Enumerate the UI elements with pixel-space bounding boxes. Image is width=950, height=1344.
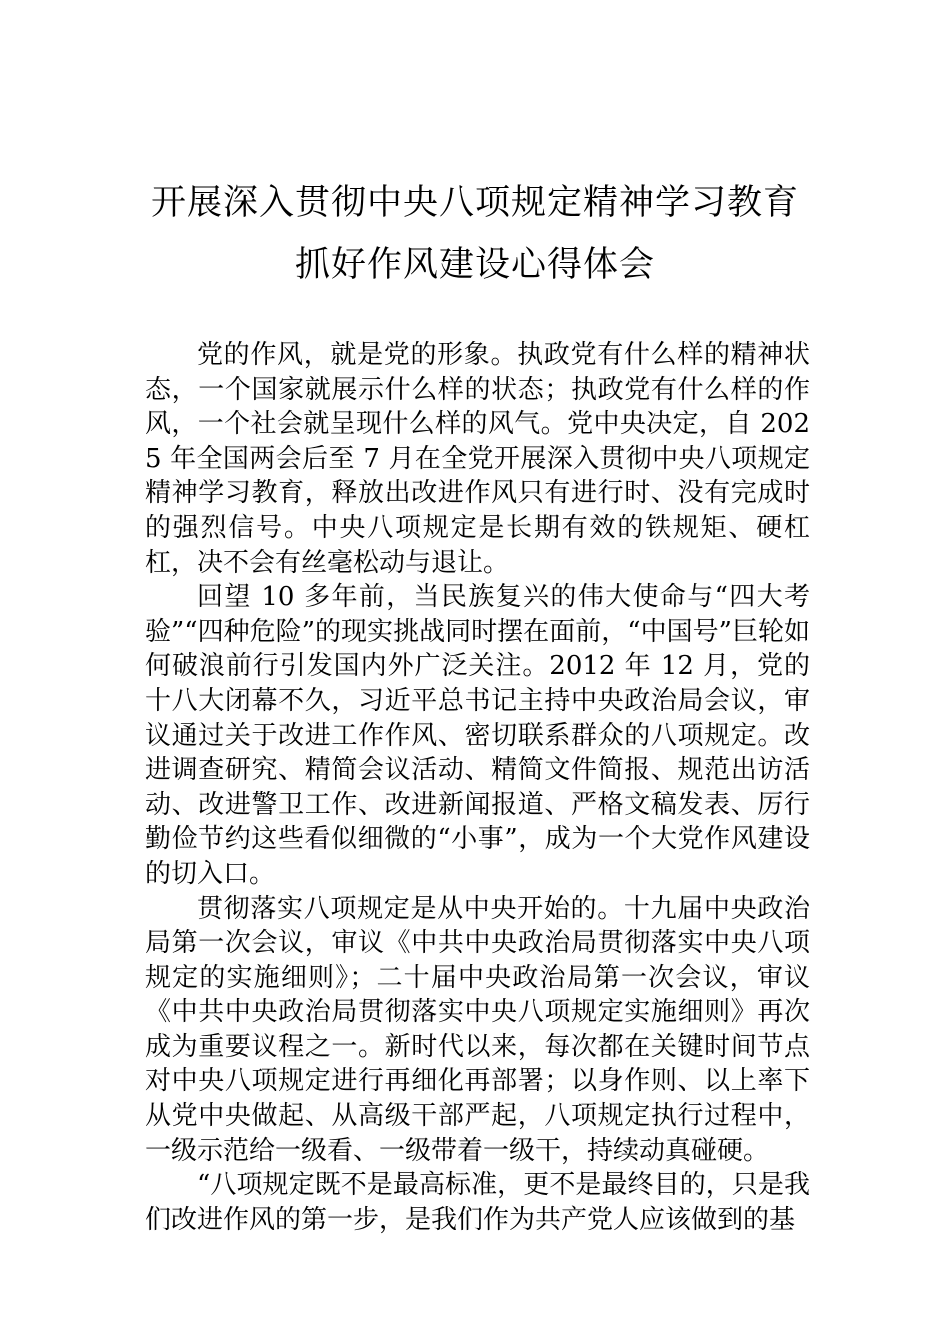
document-body	[145, 338, 810, 1237]
paragraph-3: 贯彻落实八项规定是从中央开始的。十九届中央政治局第一次会议，审议《中共中央政治局贯彻落实中央八项规定的实施细则》；二十届中央政治局第一次会议，审议《中共中央政治局贯彻落实中央八项规定实施细则》再次成为重要议程之一。新时代以来，每次都在关键时间节点对中央八项规定进行再细化再部署；以身作则、以上率下从党中央做起、从高级干部严起，八项规定执行过程中，一级示范给一级看、一级带着一级干，持续动真碰硬。	[145, 893, 810, 1166]
paragraph-2: 回望 10 多年前，当民族复兴的伟大使命与“四大考验”“四种危险”的现实挑战同时摆在面前，“中国号”巨轮如何破浪前行引发国内外广泛关注。2012 年 12 月，党的十八大闭幕不久，习近平总书记主持中央政治局会议，审议通过关于改进工作作风、密切联系群众的八项规定。改进调查研究、精简会议活动、精简文件简报、规范出访活动、改进警卫工作、改进新闻报道、严格文稿发表、厉行勤俭节约这些看似细微的“小事”，成为一个大党作风建设的切入口。	[145, 582, 810, 889]
paragraph-1: 党的作风，就是党的形象。执政党有什么样的精神状态，一个国家就展示什么样的状态；执政党有什么样的作风，一个社会就呈现什么样的风气。党中央决定，自 2025 年全国两会后至 7 月在全党开展深入贯彻中央八项规定精神学习教育，释放出改进作风只有进行时、没有完成时的强烈信号。中央八项规定是长期有效的铁规矩、硬杠杠，决不会有丝毫松动与退让。	[145, 340, 810, 578]
paragraph-4: “八项规定既不是最高标准，更不是最终目的，只是我们改进作风的第一步，是我们作为共产党人应该做到的基	[145, 1170, 810, 1235]
document-title	[120, 172, 830, 296]
title-line-1: 开展深入贯彻中央八项规定精神学习教育	[150, 183, 799, 223]
title-line-2: 抓好作风建设心得体会	[294, 245, 655, 285]
